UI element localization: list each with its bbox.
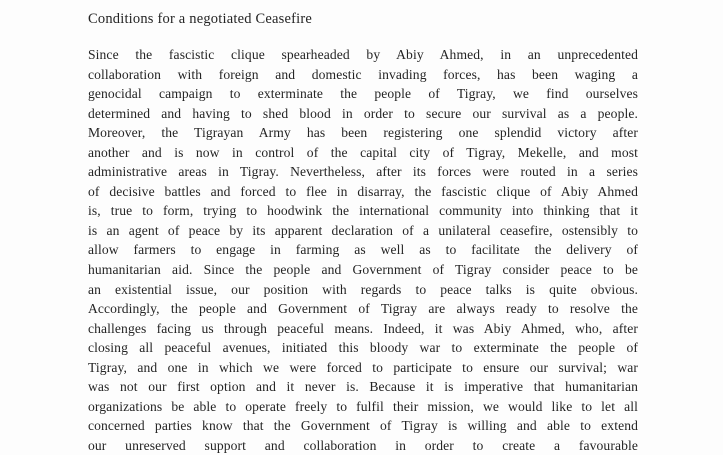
paragraph-line: collaboration with foreign and domestic invading forces, has been waging a bbox=[88, 66, 638, 82]
document-title: Conditions for a negotiated Ceasefire bbox=[88, 11, 313, 27]
paragraph-line: genocidal campaign to exterminate the people of Tigray, we find ourselves bbox=[88, 86, 638, 102]
paragraph-line: determined and having to shed blood in order to secure our survival as a people. bbox=[88, 105, 638, 121]
paragraph-line: allow farmers to engage in farming as well as to facilitate the delivery of bbox=[88, 242, 638, 258]
paragraph-line: humanitarian aid. Since the people and Government of Tigray consider peace to be bbox=[88, 262, 638, 278]
paragraph-line: is an agent of peace by its apparent declaration of a unilateral ceasefire, ostensibly to bbox=[88, 222, 638, 238]
document-paragraph bbox=[88, 45, 638, 455]
paragraph-line: Since the fascistic clique spearheaded by Abiy Ahmed, in an unprecedented bbox=[88, 47, 638, 62]
paragraph-line: Tigray, and one in which we were forced to participate to ensure our survival; war bbox=[88, 359, 638, 375]
paragraph-line: concerned parties know that the Government of Tigray is willing and able to extend bbox=[88, 418, 638, 434]
paragraph-line: an existential issue, our position with regards to peace talks is quite obvious. bbox=[88, 281, 638, 297]
paragraph-line: another and is now in control of the capital city of Tigray, Mekelle, and most bbox=[88, 144, 638, 160]
paragraph-line: organizations be able to operate freely to fulfil their mission, we would like to let all bbox=[88, 398, 638, 414]
paragraph-line: closing all peaceful avenues, initiated this bloody war to exterminate the people of bbox=[88, 340, 638, 356]
paragraph-line: administrative areas in Tigray. Nevertheless, after its forces were routed in a series bbox=[88, 164, 638, 180]
paragraph-line: our unreserved support and collaboration in order to create a favourable bbox=[88, 437, 638, 453]
paragraph-line: challenges facing us through peaceful means. Indeed, it was Abiy Ahmed, who, after bbox=[88, 320, 638, 336]
paragraph-line: of decisive battles and forced to flee in disarray, the fascistic clique of Abiy Ahmed bbox=[88, 183, 638, 199]
paragraph-line: is, true to form, trying to hoodwink the international community into thinking that it bbox=[88, 203, 638, 219]
paragraph-line: was not our first option and it never is. Because it is imperative that humanitarian bbox=[88, 379, 638, 395]
paragraph-line: Moreover, the Tigrayan Army has been registering one splendid victory after bbox=[88, 125, 638, 141]
paragraph-line: Accordingly, the people and Government of Tigray are always ready to resolve the bbox=[88, 301, 638, 317]
